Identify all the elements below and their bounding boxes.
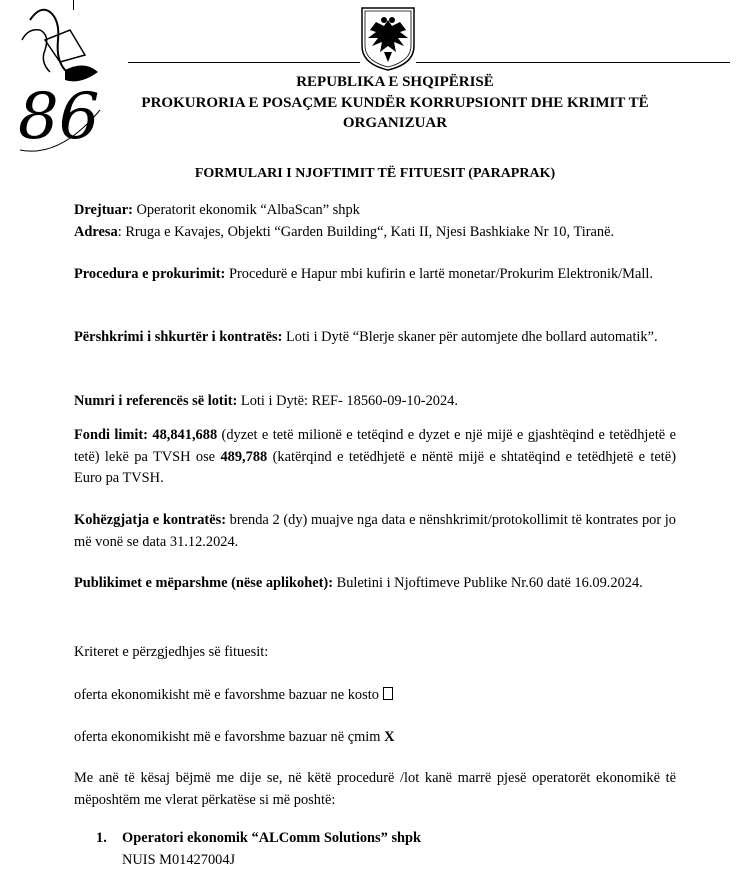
- albanian-crest-icon: [360, 6, 416, 72]
- kohezgjatja-paragraph: [74, 510, 676, 553]
- logo-number: 86: [18, 80, 99, 154]
- operator-number: 1.: [96, 828, 107, 850]
- pershkrimi-value: Loti i Dytë “Blerje skaner për automjete dhe bollard automatik”.: [282, 329, 657, 345]
- republic-title: REPUBLIKA E SHQIPËRISË: [100, 72, 690, 92]
- fondi-amount-euro: 489,788: [220, 449, 267, 465]
- numri-label: Numri i referencës së lotit:: [74, 393, 237, 409]
- addressee-block: [74, 200, 676, 243]
- kriteret-heading: Kriteret e përzgjedhjes së fituesit:: [74, 642, 676, 664]
- option-cost-box-icon: [383, 687, 393, 700]
- pershkrimi-label: Përshkrimi i shkurtër i kontratës:: [74, 329, 282, 345]
- option-price-text: oferta ekonomikisht më e favorshme bazuar në çmim: [74, 729, 384, 745]
- procedura-value: Procedurë e Hapur mbi kufirin e lartë monetar/Prokurim Elektronik/Mall.: [225, 266, 653, 282]
- procedura-paragraph: [74, 264, 676, 286]
- drejtuar-label: Drejtuar:: [74, 202, 133, 218]
- form-title: FORMULARI I NJOFTIMIT TË FITUESIT (PARAPRAK): [70, 166, 680, 182]
- fondi-label: Fondi limit:: [74, 427, 148, 443]
- fondi-amount-lek: 48,841,688: [152, 427, 217, 443]
- publikimet-label: Publikimet e mëparshme (nëse aplikohet):: [74, 575, 333, 591]
- numri-value: Loti i Dytë: REF- 18560-09-10-2024.: [237, 393, 458, 409]
- numri-paragraph: [74, 391, 676, 413]
- operator-nuis: NUIS M01427004J: [122, 850, 682, 871]
- institution-title-line1: PROKURORIA E POSAÇME KUNDËR KORRUPSIONIT DHE KRIMIT TË: [100, 93, 690, 113]
- kohezgjatja-value: brenda 2 (dy) muajve nga data e nënshkrimit/protokollimit të kontrates por jo më vonë se data 31.12.2024.: [74, 512, 676, 550]
- publikimet-value: Buletini i Njoftimeve Publike Nr.60 datë 16.09.2024.: [333, 575, 643, 591]
- option-price-mark: X: [384, 729, 394, 745]
- header-rule-left: [128, 62, 360, 63]
- fondi-text2: (katërqind e tetëdhjetë e nëntë mijë e shtatëqind e tetëdhjetë e tetë) Euro pa TVSH.: [74, 449, 676, 487]
- option-price: [74, 727, 676, 749]
- adresa-value: : Rruga e Kavajes, Objekti “Garden Building“, Kati II, Njesi Bashkiake Nr 10, Tiranë.: [118, 224, 614, 240]
- anniversary-logo: [10, 0, 105, 160]
- fondi-text1: (dyzet e tetë milionë e tetëqind e dyzet e një mijë e gjashtëqind e tetëdhjetë e tetë) lekë pa TVSH ose: [74, 427, 676, 465]
- option-cost-text: oferta ekonomikisht më e favorshme bazuar ne kosto: [74, 687, 383, 703]
- intro-paragraph: Me anë të kësaj bëjmë me dije se, në këtë procedurë /lot kanë marrë pjesë operatorët ekonomikë të mëposhtëm me vlerat përkatëse si më poshtë:: [74, 768, 676, 811]
- fondi-paragraph: [74, 425, 676, 490]
- publikimet-paragraph: [74, 573, 676, 595]
- institution-title-line2: ORGANIZUAR: [100, 113, 690, 133]
- drejtuar-line: [74, 200, 676, 222]
- pershkrimi-paragraph: [74, 327, 676, 349]
- adresa-label: Adresa: [74, 224, 118, 240]
- drejtuar-value: Operatorit ekonomik “AlbaScan” shpk: [133, 202, 360, 218]
- operator-name: Operatori ekonomik “ALComm Solutions” shpk: [122, 828, 682, 850]
- header-rule-right: [416, 62, 730, 63]
- option-cost: [74, 685, 676, 707]
- procedura-label: Procedura e prokurimit:: [74, 266, 225, 282]
- adresa-line: [74, 222, 676, 244]
- kohezgjatja-label: Kohëzgjatja e kontratës:: [74, 512, 226, 528]
